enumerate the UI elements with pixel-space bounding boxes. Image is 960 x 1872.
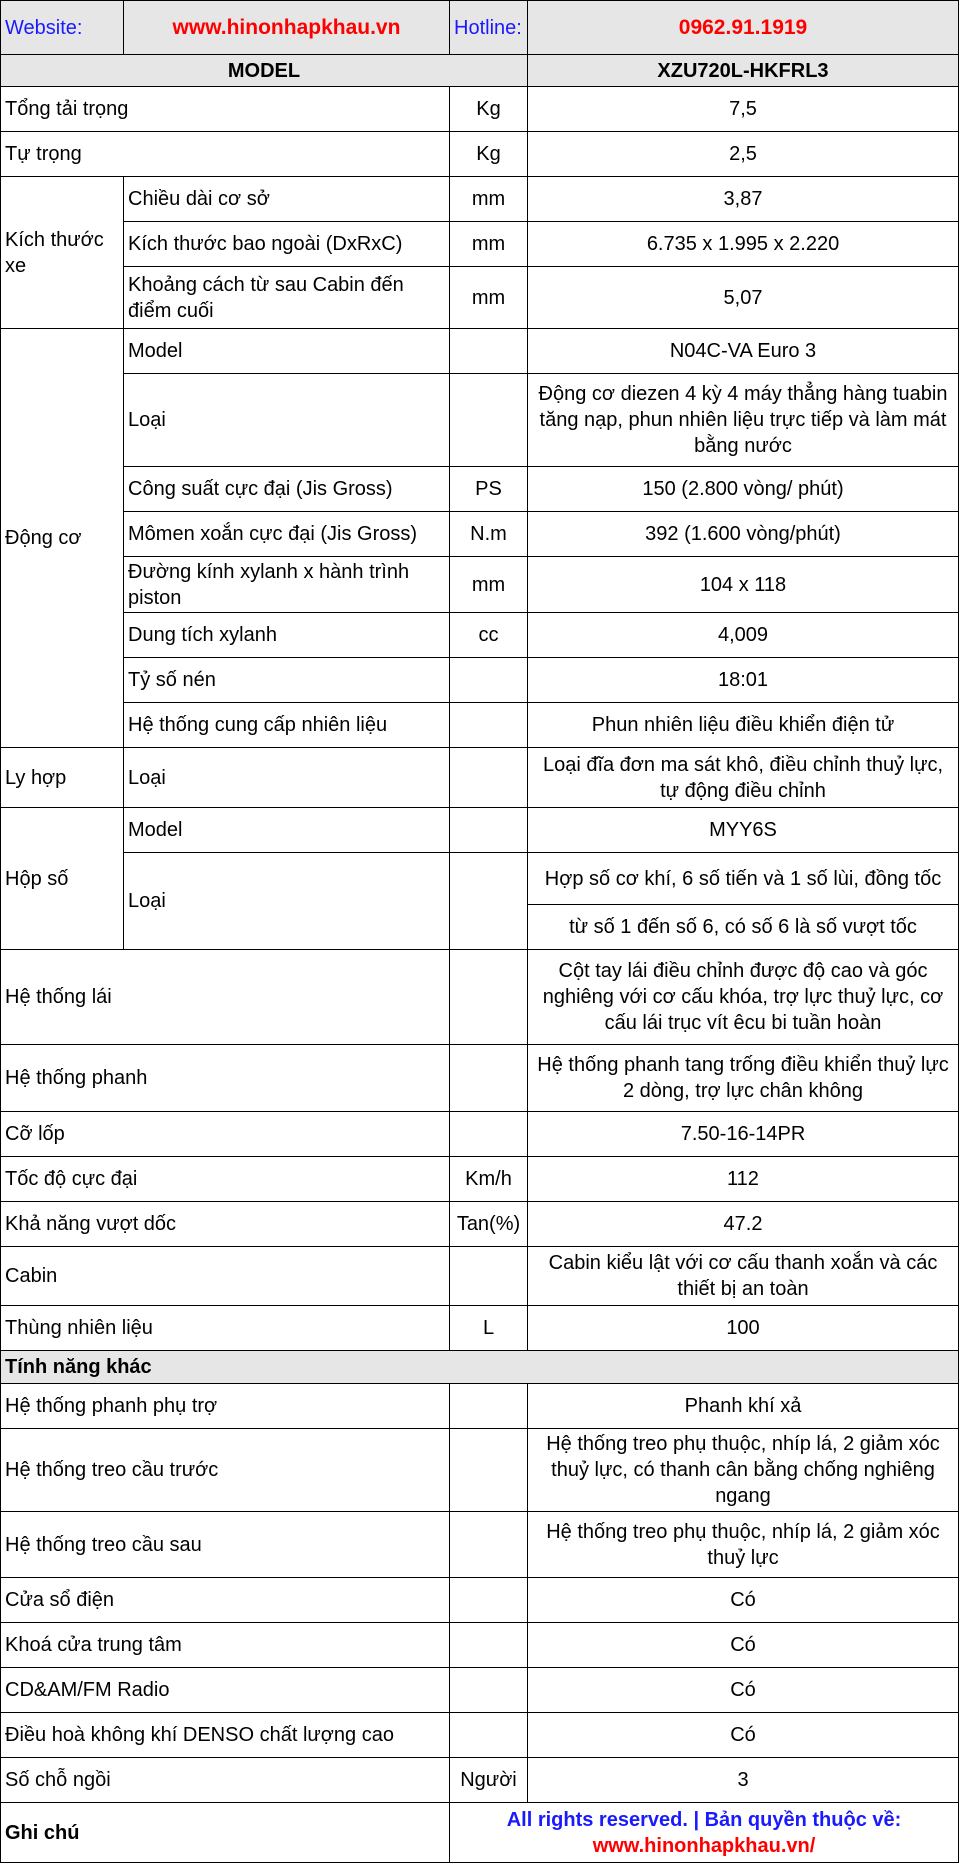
row-label: Tỷ số nén xyxy=(124,658,450,703)
row-value: Hợp số cơ khí, 6 số tiến và 1 số lùi, đồng tốc xyxy=(528,853,959,905)
table-row xyxy=(1,1045,959,1112)
table-row xyxy=(1,1247,959,1306)
row-value: 7,5 xyxy=(528,87,959,132)
header-row xyxy=(1,1,959,55)
table-row xyxy=(1,950,959,1045)
table-row xyxy=(1,1157,959,1202)
row-value: N04C-VA Euro 3 xyxy=(528,329,959,374)
row-label: Tự trọng xyxy=(1,132,450,177)
row-unit xyxy=(450,1578,528,1623)
table-row xyxy=(1,374,959,467)
row-label: Hệ thống treo cầu trước xyxy=(1,1429,450,1512)
row-unit: Tan(%) xyxy=(450,1202,528,1247)
row-label: CD&AM/FM Radio xyxy=(1,1668,450,1713)
row-label: Mômen xoắn cực đại (Jis Gross) xyxy=(124,512,450,557)
row-value: Hệ thống phanh tang trống điều khiển thuỷ lực 2 dòng, trợ lực chân không xyxy=(528,1045,959,1112)
group-label: Động cơ xyxy=(1,329,124,748)
row-label: Cỡ lốp xyxy=(1,1112,450,1157)
footer-note xyxy=(450,1803,959,1863)
row-value: 150 (2.800 vòng/ phút) xyxy=(528,467,959,512)
row-label: Hệ thống lái xyxy=(1,950,450,1045)
row-label: Hệ thống phanh phụ trợ xyxy=(1,1384,450,1429)
row-value: 47.2 xyxy=(528,1202,959,1247)
row-unit xyxy=(450,853,528,950)
row-value: 4,009 xyxy=(528,613,959,658)
table-row xyxy=(1,1668,959,1713)
row-unit xyxy=(450,1668,528,1713)
row-value: 7.50-16-14PR xyxy=(528,1112,959,1157)
group-label: Kích thước xe xyxy=(1,177,124,329)
row-label: Model xyxy=(124,329,450,374)
row-value: Hệ thống treo phụ thuộc, nhíp lá, 2 giảm xóc thuỷ lực, có thanh cân bằng chống nghiêng ngang xyxy=(528,1429,959,1512)
row-label: Chiều dài cơ sở xyxy=(124,177,450,222)
table-row xyxy=(1,1512,959,1578)
table-row xyxy=(1,853,959,905)
row-value: từ số 1 đến số 6, có số 6 là số vượt tốc xyxy=(528,905,959,950)
row-label: Điều hoà không khí DENSO chất lượng cao xyxy=(1,1713,450,1758)
row-label: Số chỗ ngồi xyxy=(1,1758,450,1803)
row-value: 6.735 x 1.995 x 2.220 xyxy=(528,222,959,267)
table-row xyxy=(1,512,959,557)
row-label: Cửa sổ điện xyxy=(1,1578,450,1623)
row-label: Kích thước bao ngoài (DxRxC) xyxy=(124,222,450,267)
row-unit: mm xyxy=(450,177,528,222)
row-value: Có xyxy=(528,1713,959,1758)
row-value: 18:01 xyxy=(528,658,959,703)
table-row xyxy=(1,132,959,177)
row-label: Tốc độ cực đại xyxy=(1,1157,450,1202)
row-label: Loại xyxy=(124,853,450,950)
table-row xyxy=(1,1112,959,1157)
table-row xyxy=(1,329,959,374)
group-label: Hộp số xyxy=(1,808,124,950)
row-value: Động cơ diezen 4 kỳ 4 máy thẳng hàng tuabin tăng nạp, phun nhiên liệu trực tiếp và làm mát bằng nước xyxy=(528,374,959,467)
row-unit xyxy=(450,950,528,1045)
row-label: Khoảng cách từ sau Cabin đến điểm cuối xyxy=(124,267,450,329)
row-unit xyxy=(450,1247,528,1306)
row-unit: N.m xyxy=(450,512,528,557)
row-label: Hệ thống cung cấp nhiên liệu xyxy=(124,703,450,748)
row-unit: Kg xyxy=(450,132,528,177)
row-label: Hệ thống phanh xyxy=(1,1045,450,1112)
table-row xyxy=(1,808,959,853)
table-row xyxy=(1,222,959,267)
table-row xyxy=(1,267,959,329)
table-row xyxy=(1,658,959,703)
row-unit xyxy=(450,1045,528,1112)
row-unit xyxy=(450,374,528,467)
row-label: Hệ thống treo cầu sau xyxy=(1,1512,450,1578)
table-row xyxy=(1,467,959,512)
footer-label: Ghi chú xyxy=(1,1803,450,1863)
table-row xyxy=(1,177,959,222)
row-unit: cc xyxy=(450,613,528,658)
row-unit: Km/h xyxy=(450,1157,528,1202)
row-label: Khả năng vượt dốc xyxy=(1,1202,450,1247)
row-label: Đường kính xylanh x hành trình piston xyxy=(124,557,450,613)
row-label: Thùng nhiên liệu xyxy=(1,1306,450,1351)
row-value: 5,07 xyxy=(528,267,959,329)
row-label: Công suất cực đại (Jis Gross) xyxy=(124,467,450,512)
row-value: 104 x 118 xyxy=(528,557,959,613)
row-label: Dung tích xylanh xyxy=(124,613,450,658)
website-label: Website: xyxy=(1,1,124,55)
table-row xyxy=(1,1578,959,1623)
table-row xyxy=(1,1384,959,1429)
row-value: Có xyxy=(528,1623,959,1668)
row-value: Loại đĩa đơn ma sát khô, điều chỉnh thuỷ lực, tự động điều chỉnh xyxy=(528,748,959,808)
row-unit: PS xyxy=(450,467,528,512)
row-unit xyxy=(450,1512,528,1578)
row-unit xyxy=(450,748,528,808)
row-label: Loại xyxy=(124,748,450,808)
row-value: Cabin kiểu lật với cơ cấu thanh xoắn và các thiết bị an toàn xyxy=(528,1247,959,1306)
model-label: MODEL xyxy=(1,55,528,87)
row-value: 2,5 xyxy=(528,132,959,177)
row-label: Khoá cửa trung tâm xyxy=(1,1623,450,1668)
row-unit: mm xyxy=(450,222,528,267)
row-value: Cột tay lái điều chỉnh được độ cao và góc nghiêng với cơ cấu khóa, trợ lực thuỷ lực, cơ cấu lái trục vít êcu bi tuần hoàn xyxy=(528,950,959,1045)
table-row xyxy=(1,557,959,613)
row-unit xyxy=(450,1384,528,1429)
group-label: Ly hợp xyxy=(1,748,124,808)
table-row xyxy=(1,748,959,808)
row-value: Có xyxy=(528,1668,959,1713)
copyright-text: All rights reserved. | Bản quyền thuộc về: xyxy=(506,1808,902,1831)
row-value: Có xyxy=(528,1578,959,1623)
table-row xyxy=(1,87,959,132)
row-unit: L xyxy=(450,1306,528,1351)
row-value: 3,87 xyxy=(528,177,959,222)
table-row xyxy=(1,1758,959,1803)
row-unit: Người xyxy=(450,1758,528,1803)
row-label: Cabin xyxy=(1,1247,450,1306)
table-row xyxy=(1,1306,959,1351)
model-row xyxy=(1,55,959,87)
model-value: XZU720L-HKFRL3 xyxy=(528,55,959,87)
row-unit xyxy=(450,1623,528,1668)
row-value: 100 xyxy=(528,1306,959,1351)
row-value: 3 xyxy=(528,1758,959,1803)
row-value: Hệ thống treo phụ thuộc, nhíp lá, 2 giảm xóc thuỷ lực xyxy=(528,1512,959,1578)
row-unit: mm xyxy=(450,557,528,613)
table-row xyxy=(1,1623,959,1668)
table-row xyxy=(1,1202,959,1247)
row-label: Loại xyxy=(124,374,450,467)
table-row xyxy=(1,1713,959,1758)
row-unit xyxy=(450,703,528,748)
row-unit xyxy=(450,808,528,853)
hotline-number[interactable]: 0962.91.1919 xyxy=(528,1,959,55)
row-value: MYY6S xyxy=(528,808,959,853)
row-label: Tổng tải trọng xyxy=(1,87,450,132)
hotline-label: Hotline: xyxy=(450,1,528,55)
row-label: Model xyxy=(124,808,450,853)
row-value: 112 xyxy=(528,1157,959,1202)
section-heading: Tính năng khác xyxy=(1,1351,959,1384)
row-value: 392 (1.600 vòng/phút) xyxy=(528,512,959,557)
footer-row xyxy=(1,1803,959,1863)
section-heading-row xyxy=(1,1351,959,1384)
row-value: Phanh khí xả xyxy=(528,1384,959,1429)
table-row xyxy=(1,1429,959,1512)
table-row xyxy=(1,703,959,748)
table-row xyxy=(1,613,959,658)
row-unit: mm xyxy=(450,267,528,329)
row-unit xyxy=(450,1112,528,1157)
website-link[interactable]: www.hinonhapkhau.vn xyxy=(124,1,450,55)
footer-website-link[interactable]: www.hinonhapkhau.vn/ xyxy=(592,1834,816,1857)
row-unit xyxy=(450,1429,528,1512)
row-value: Phun nhiên liệu điều khiển điện tử xyxy=(528,703,959,748)
row-unit xyxy=(450,658,528,703)
row-unit xyxy=(450,1713,528,1758)
row-unit xyxy=(450,329,528,374)
row-unit: Kg xyxy=(450,87,528,132)
